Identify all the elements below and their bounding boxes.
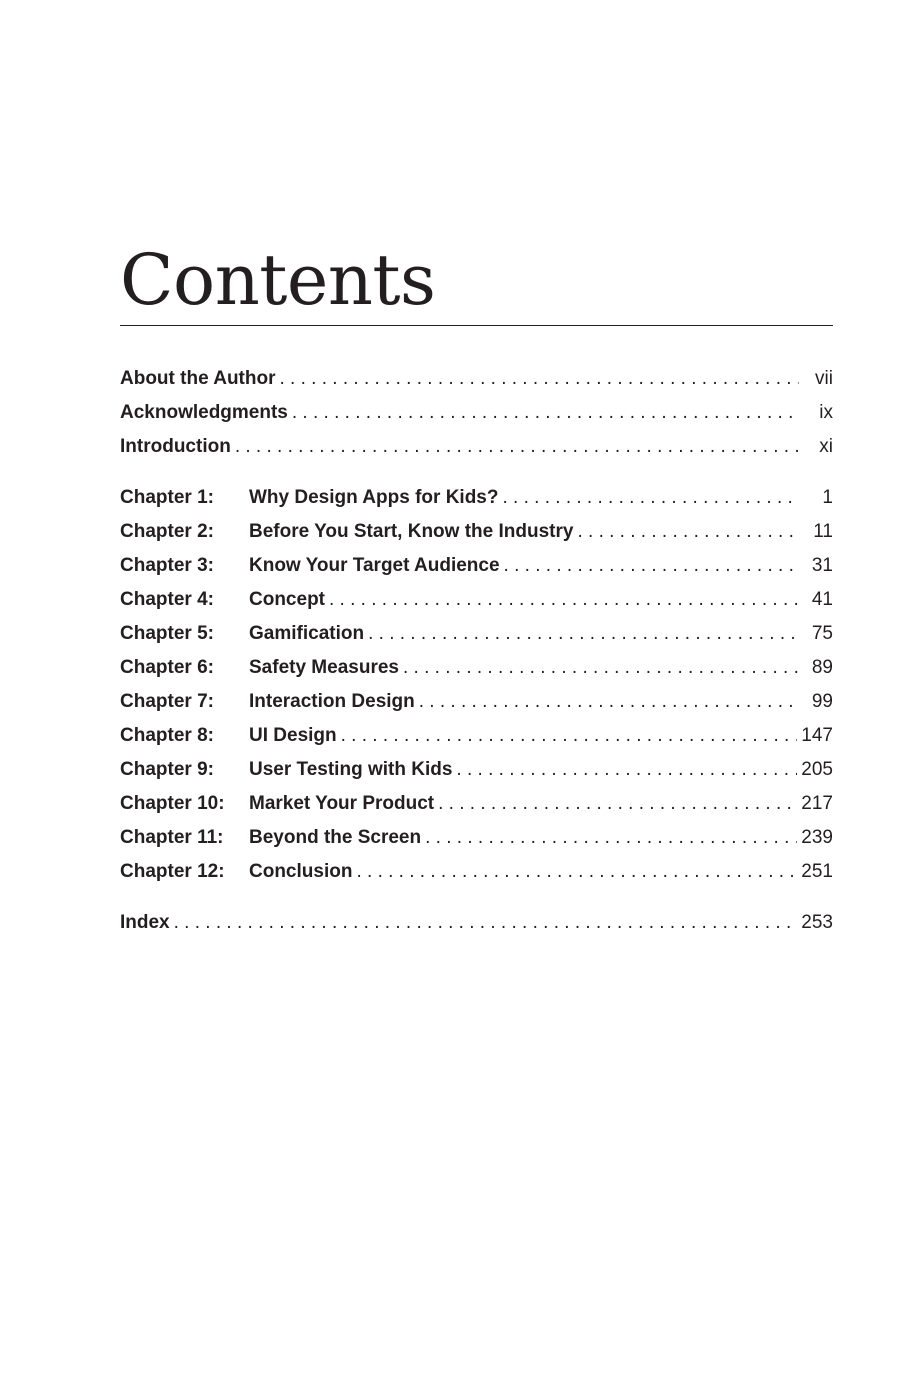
chapter-number: Chapter 3: xyxy=(120,555,214,576)
toc-entry-about-the-author[interactable] xyxy=(120,362,833,396)
toc-entry-chapter-1[interactable] xyxy=(120,481,833,515)
dot-leader xyxy=(577,515,799,549)
page-number: 239 xyxy=(801,827,833,848)
page-number: 41 xyxy=(811,589,833,610)
dot-leader xyxy=(329,583,799,617)
dot-leader xyxy=(419,685,799,719)
dot-leader xyxy=(456,753,797,787)
toc-entry-chapter-9[interactable] xyxy=(120,753,833,787)
chapter-title: Gamification xyxy=(249,623,365,644)
page-number: 251 xyxy=(801,861,833,882)
entry-title: About the Author xyxy=(120,368,276,389)
title-rule xyxy=(120,325,833,326)
dot-leader xyxy=(504,549,799,583)
chapter-title: Conclusion xyxy=(249,861,353,882)
chapter-title: Safety Measures xyxy=(249,657,399,678)
section-gap xyxy=(120,889,833,906)
page-number: 147 xyxy=(801,725,833,746)
table-of-contents xyxy=(120,362,833,940)
toc-entry-chapter-10[interactable] xyxy=(120,787,833,821)
chapter-title: Beyond the Screen xyxy=(249,827,422,848)
toc-entry-chapter-6[interactable] xyxy=(120,651,833,685)
dot-leader xyxy=(502,481,799,515)
page-number: 75 xyxy=(811,623,833,644)
page-number: 89 xyxy=(811,657,833,678)
toc-entry-introduction[interactable] xyxy=(120,430,833,464)
page-number: vii xyxy=(815,368,833,389)
toc-entry-chapter-8[interactable] xyxy=(120,719,833,753)
page-number: 217 xyxy=(801,793,833,814)
page-number: 1 xyxy=(822,487,833,508)
page-title: Contents xyxy=(120,239,436,321)
chapter-number: Chapter 7: xyxy=(120,691,214,712)
chapter-title: Before You Start, Know the Industry xyxy=(249,521,574,542)
chapter-title: Why Design Apps for Kids? xyxy=(249,487,499,508)
chapter-title: UI Design xyxy=(249,725,337,746)
chapter-number: Chapter 9: xyxy=(120,759,214,780)
chapter-number: Chapter 2: xyxy=(120,521,214,542)
toc-entry-chapter-4[interactable] xyxy=(120,583,833,617)
page-number: 11 xyxy=(813,521,833,542)
dot-leader xyxy=(279,362,799,396)
chapter-title: Concept xyxy=(249,589,325,610)
toc-entry-chapter-11[interactable] xyxy=(120,821,833,855)
page-number: 205 xyxy=(801,759,833,780)
entry-title: Index xyxy=(120,912,170,933)
page-number: 99 xyxy=(811,691,833,712)
dot-leader xyxy=(438,787,797,821)
chapter-number: Chapter 1: xyxy=(120,487,214,508)
chapter-number: Chapter 5: xyxy=(120,623,214,644)
section-gap xyxy=(120,464,833,481)
chapter-number: Chapter 10: xyxy=(120,793,225,814)
toc-entry-index[interactable] xyxy=(120,906,833,940)
page-number: 31 xyxy=(811,555,833,576)
toc-entry-acknowledgments[interactable] xyxy=(120,396,833,430)
page-number: ix xyxy=(819,402,833,423)
dot-leader xyxy=(174,906,798,940)
chapter-title: Interaction Design xyxy=(249,691,415,712)
dot-leader xyxy=(403,651,799,685)
toc-entry-chapter-5[interactable] xyxy=(120,617,833,651)
chapter-title: Market Your Product xyxy=(249,793,435,814)
chapter-title: User Testing with Kids xyxy=(249,759,453,780)
chapter-number: Chapter 11: xyxy=(120,827,224,848)
dot-leader xyxy=(425,821,797,855)
toc-entry-chapter-2[interactable] xyxy=(120,515,833,549)
dot-leader xyxy=(292,396,799,430)
page-number: xi xyxy=(819,436,833,457)
dot-leader xyxy=(356,855,797,889)
entry-title: Introduction xyxy=(120,436,231,457)
chapter-number: Chapter 12: xyxy=(120,861,225,882)
dot-leader xyxy=(235,430,799,464)
dot-leader xyxy=(368,617,799,651)
chapter-number: Chapter 4: xyxy=(120,589,214,610)
toc-entry-chapter-12[interactable] xyxy=(120,855,833,889)
toc-entry-chapter-3[interactable] xyxy=(120,549,833,583)
dot-leader xyxy=(341,719,798,753)
chapter-title: Know Your Target Audience xyxy=(249,555,500,576)
chapter-number: Chapter 8: xyxy=(120,725,214,746)
entry-title: Acknowledgments xyxy=(120,402,288,423)
page-number: 253 xyxy=(801,912,833,933)
toc-entry-chapter-7[interactable] xyxy=(120,685,833,719)
chapter-number: Chapter 6: xyxy=(120,657,214,678)
